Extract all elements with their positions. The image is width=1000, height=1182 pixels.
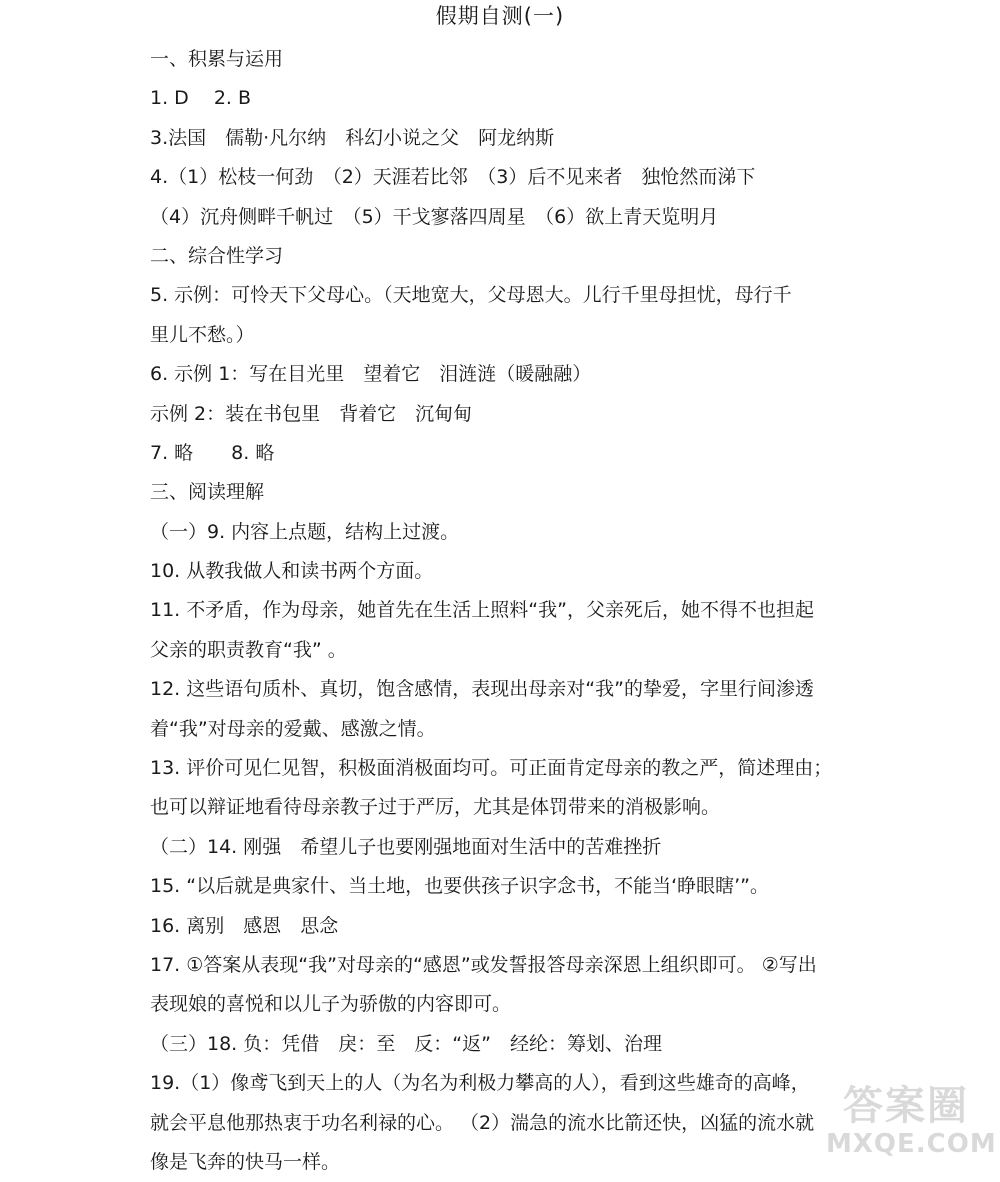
text-line: 16. 离别 感恩 思念 <box>150 914 339 937</box>
text-line: 17. ①答案从表现“我”对母亲的“感恩”或发誓报答母亲深恩上组织即可。 ②写出 <box>150 953 817 976</box>
text-line: 就会平息他那热衷于功名利禄的心。 （2）湍急的流水比箭还快，凶猛的流水就 <box>150 1111 815 1134</box>
text-line: 着“我”对母亲的爱戴、感激之情。 <box>150 717 436 740</box>
text-line: 二、综合性学习 <box>150 244 284 267</box>
text-line: （二）14. 刚强 希望儿子也要刚强地面对生活中的苦难挫折 <box>150 835 662 858</box>
text-line: 7. 略 8. 略 <box>150 441 275 464</box>
watermark-text: 答案圈 <box>843 1083 969 1129</box>
text-line: （4）沉舟侧畔千帆过 （5）干戈寥落四周星 （6）欲上青天览明月 <box>150 205 719 228</box>
text-line: 19.（1）像鸢飞到天上的人（为名为利极力攀高的人），看到这些雄奇的高峰， <box>150 1072 810 1095</box>
text-line: 15. “以后就是典家什、当土地，也要供孩子识字念书，不能当‘睁眼瞎’”。 <box>150 875 770 898</box>
text-line: 12. 这些语句质朴、真切，饱含感情，表现出母亲对“我”的挚爱，字里行间渗透 <box>150 678 814 701</box>
text-line: 一、积累与运用 <box>150 48 284 70</box>
text-line: 里儿不愁。） <box>150 323 255 346</box>
text-line: 1. D 2. B <box>150 87 252 110</box>
text-line: 示例 2：装在书包里 背着它 沉甸甸 <box>150 402 473 425</box>
text-line: 父亲的职责教育“我” 。 <box>150 638 347 661</box>
text-line: 13. 评价可见仁见智，积极面消极面均可。可正面肯定母亲的教之严，简述理由； <box>150 757 833 780</box>
text-line: （三）18. 负：凭借 戾：至 反：“返” 经纶：筹划、治理 <box>150 1032 662 1055</box>
text-line: 6. 示例 1：写在目光里 望着它 泪涟涟（暖融融） <box>150 363 592 386</box>
text-line: 像是飞奔的快马一样。 <box>150 1150 341 1173</box>
text-line: 5. 示例：可怜天下父母心。（天地宽大，父母恩大。儿行千里母担忧，母行千 <box>150 284 792 307</box>
text-line: 11. 不矛盾，作为母亲，她首先在生活上照料“我”，父亲死后，她不得不也担起 <box>150 599 814 622</box>
text-line: 10. 从教我做人和读书两个方面。 <box>150 560 434 583</box>
text-line: （一）9. 内容上点题，结构上过渡。 <box>150 520 460 543</box>
text-line: 表现娘的喜悦和以儿子为骄傲的内容即可。 <box>150 993 512 1016</box>
text-line: 4.（1）松枝一何劲 （2）天涯若比邻 （3）后不见来者 独怆然而涕下 <box>150 166 756 189</box>
text-line: 也可以辩证地看待母亲教子过于严厉，尤其是体罚带来的消极影响。 <box>150 796 721 819</box>
text-line: 三、阅读理解 <box>150 481 265 504</box>
watermark-url: MXQE.COM <box>826 1129 997 1159</box>
text-line: 3.法国 儒勒·凡尔纳 科幻小说之父 阿龙纳斯 <box>150 126 555 149</box>
watermark <box>826 1083 997 1163</box>
document-title: 假期自测(一) <box>435 4 565 28</box>
document-body <box>150 40 980 1182</box>
